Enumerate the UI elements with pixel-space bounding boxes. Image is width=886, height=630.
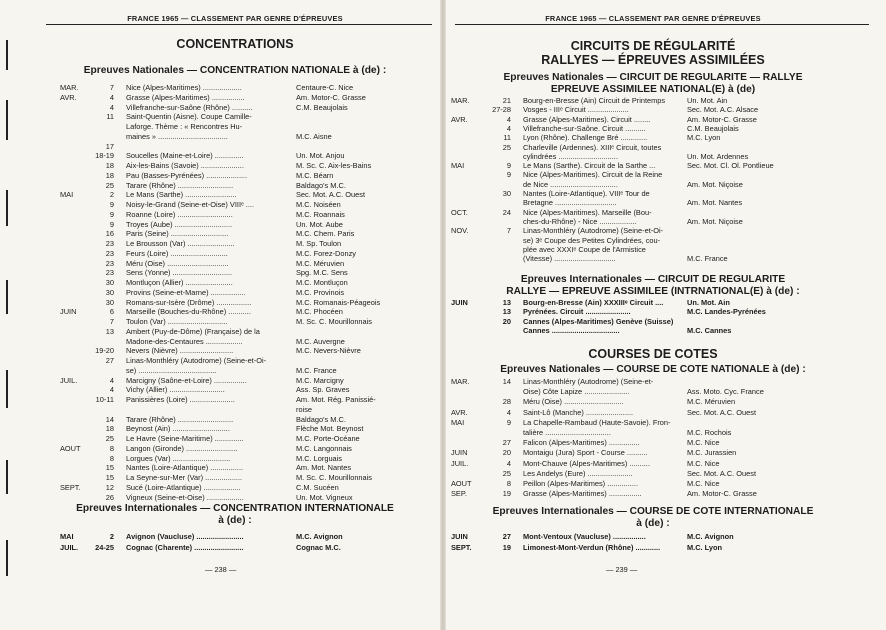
month-cell: SEPT.: [451, 543, 472, 552]
location-cell: se) 3ᵉ Coupe des Petites Cylindrées, cou-: [523, 236, 661, 245]
day-cell: 18: [105, 424, 114, 434]
organizer-cell: M.C. Porte-Océane: [296, 434, 360, 443]
location-cell: Lorgues (Var) ............................: [126, 454, 231, 463]
location-cell: Cannes .................................: [523, 326, 620, 335]
location-cell: Toulon (Var) .............................: [126, 318, 228, 326]
location-cell: Tarare (Rhône) ...........................: [126, 415, 234, 424]
organizer-cell: M.C. Phocéen: [296, 307, 343, 317]
organizer-cell: Am. Motor-C. Grasse: [687, 114, 757, 124]
organizer-cell: M.C. Béarn: [296, 170, 334, 180]
organizer-cell: M.C. Méruvien: [296, 258, 345, 268]
organizer-cell: M.C. Avignon: [296, 532, 343, 541]
location-cell: Oise) Côte Lapize ......................: [523, 388, 630, 397]
day-cell: 14: [502, 377, 511, 386]
location-cell: Méru (Oise) .............................: [523, 398, 624, 407]
section-heading-international: Epreuves Internationales — CONCENTRATION INTERNATIONALE: [76, 503, 394, 514]
location-cell: Feurs (Loire) ............................: [126, 249, 228, 258]
organizer-cell: Centaure-C. Nice: [296, 83, 354, 92]
section-heading-national: Epreuves Nationales — CONCENTRATION NATIONALE à (de) :: [83, 65, 387, 76]
month-cell: MAI: [451, 417, 465, 427]
month-cell: MAI: [60, 190, 74, 200]
month-cell: MAI: [60, 532, 74, 541]
organizer-cell: M.C. Montluçon: [296, 278, 348, 287]
location-cell: Beynost (Ain) ............................: [126, 425, 230, 434]
organizer-cell: M.C. Aisne: [296, 131, 332, 141]
day-cell: 17: [105, 141, 114, 151]
day-cell: 20: [502, 448, 511, 458]
location-cell: Provins (Seine-et-Marne) .................: [126, 288, 246, 297]
location-cell: de Nice .................................: [523, 180, 618, 189]
day-cell: 30: [105, 278, 114, 287]
location-cell: La Chapelle-Rambaud (Haute-Savoie). Fron-: [523, 418, 671, 427]
day-cell: 23: [105, 268, 114, 278]
day-cell: 11: [503, 133, 511, 143]
day-cell: 23: [105, 258, 114, 268]
day-cell: 13: [105, 326, 114, 336]
page-239: [443, 0, 886, 630]
location-cell: Ambert (Puy-de-Dôme) (Française) de la: [126, 327, 260, 336]
day-cell: 27: [105, 356, 114, 365]
page-title: CIRCUITS DE RÉGULARITÉ: [570, 39, 736, 53]
location-cell: plée avec XXXIᵉ Coupe de l'Armistice: [523, 245, 646, 254]
section-heading-international: Epreuves Internationales — CIRCUIT DE REGULARITE: [520, 274, 786, 285]
section-heading-cote-international-cont: à (de) :: [636, 518, 670, 529]
location-cell: Madone-des-Centaures ..................: [126, 337, 243, 346]
location-cell: Nice (Alpes-Maritimes). Circuit de la Reine: [523, 171, 663, 180]
organizer-cell: Flèche Mot. Beynost: [296, 424, 364, 434]
day-cell: 13: [502, 298, 511, 307]
organizer-cell: M.C. Landes-Pyrénées: [687, 307, 766, 317]
day-cell: 19-20: [95, 346, 114, 356]
day-cell: 4: [109, 375, 114, 385]
location-cell: Nice (Alpes-Maritimes). Marseille (Bou-: [523, 208, 652, 217]
day-cell: 9: [506, 417, 511, 427]
organizer-cell: C.M. Beaujolais: [296, 102, 348, 112]
location-cell: ches-du-Rhône) - Nice ..................: [523, 217, 637, 226]
location-cell: Nantes (Loire-Atlantique) ................: [126, 464, 244, 473]
month-cell: JUIL.: [60, 543, 79, 552]
organizer-cell: M.C. Langonnais: [296, 443, 352, 453]
organizer-cell: M.C. Lorguais: [296, 453, 343, 463]
month-cell: AVR.: [60, 92, 77, 102]
organizer-cell: Un. Mot. Ardennes: [687, 151, 749, 161]
day-cell: 7: [109, 83, 114, 92]
location-cell: La Seyne-sur-Mer (Var) ..................: [126, 474, 243, 482]
organizer-cell: M.C. Jurassien: [687, 448, 737, 458]
day-cell: 27-28: [492, 105, 511, 115]
day-cell: 19: [502, 543, 511, 552]
day-cell: 28: [502, 397, 511, 407]
section-heading-cote-international: Epreuves Internationales — COURSE DE COTE INTERNATIONALE: [492, 506, 814, 517]
location-cell: Le Mans (Sarthe) .........................: [126, 191, 237, 200]
day-cell: 15: [105, 473, 114, 482]
location-cell: Linas-Monthléry (Autodrome) (Seine-et-: [523, 378, 654, 386]
organizer-cell: Un. Mot. Vigneux: [296, 492, 353, 502]
organizer-cell: Sec. Mot. A.C. Alsace: [687, 105, 759, 115]
day-cell: 25: [105, 434, 114, 443]
day-cell: 16: [105, 229, 114, 239]
month-cell: AVR.: [451, 407, 468, 417]
location-cell: Montluçon (Allier) .......................: [126, 279, 233, 287]
organizer-cell: Am. Motor-C. Grasse: [687, 489, 757, 499]
day-cell: 7: [506, 226, 511, 236]
location-cell: Sucé (Loire-Atlantique) ..................: [126, 483, 241, 492]
location-cell: Montaigu (Jura) Sport - Course ..........: [523, 449, 648, 458]
organizer-cell: Ass. Sp. Graves: [296, 385, 350, 395]
month-cell: AVR.: [451, 114, 468, 124]
page-number: — 239 —: [606, 565, 638, 574]
location-cell: Troyes (Aube) ............................: [126, 220, 233, 229]
location-cell: Aix-les-Bains (Savoie) .....................: [126, 162, 244, 170]
organizer-cell: M. Sc. C. Aix-les-Bains: [296, 161, 372, 170]
section-heading-cote-national: Epreuves Nationales — COURSE DE COTE NATIONALE à (de) :: [500, 364, 806, 375]
month-cell: MAR.: [451, 96, 470, 105]
binding-marks: [0, 0, 14, 630]
month-cell: MAI: [451, 161, 465, 171]
organizer-cell: M. Sc. C. Mourillonnais: [296, 473, 372, 482]
page-title: CONCENTRATIONS: [176, 37, 294, 51]
organizer-cell: M.C. Chem. Paris: [296, 229, 355, 239]
location-cell: Mont-Chauve (Alpes-Maritimes) ..........: [523, 459, 650, 468]
location-cell: Peillon (Alpes-Maritimes) ...............: [523, 480, 638, 488]
day-cell: 7: [109, 317, 114, 326]
location-cell: Vigneux (Seine-et-Oise) ..................: [126, 493, 244, 502]
location-cell: Nevers (Nièvre) ..........................: [126, 347, 234, 356]
location-cell: Vichy (Allier) ...........................: [126, 386, 225, 395]
day-cell: 9: [109, 209, 114, 219]
day-cell: 8: [109, 443, 114, 453]
day-cell: 30: [105, 297, 114, 307]
location-cell: Marseille (Bouches-du-Rhône) ...........: [126, 308, 251, 317]
organizer-cell: M.C. Nice: [687, 458, 720, 468]
organizer-cell: Sec. Mot. A.C. Ouest: [687, 468, 757, 478]
location-cell: Bourg-en-Bresse (Ain) Circuit de Printemps: [523, 97, 666, 105]
location-cell: Linas-Monthléry (Autodrome) (Seine-et-Oi-: [126, 357, 267, 365]
location-cell: Noisy-le-Grand (Seine-et-Oise) VIIIᵉ ....: [126, 201, 255, 209]
month-cell: JUIL.: [451, 458, 469, 468]
header-rule: [46, 24, 432, 25]
organizer-cell: M. Sp. Toulon: [296, 239, 342, 248]
location-cell: Le Havre (Seine-Maritime) ..............: [126, 435, 244, 443]
organizer-cell: M.C. Méruvien: [687, 397, 736, 407]
location-cell: Marcigny (Saône-et-Loire) ................: [126, 376, 247, 385]
organizer-cell: C.M. Sucéen: [296, 482, 339, 492]
day-cell: 9: [109, 219, 114, 229]
organizer-cell: M.C. Provinois: [296, 287, 345, 297]
month-cell: JUIN: [451, 532, 468, 541]
month-cell: MAR.: [60, 83, 79, 92]
location-cell: Soucelles (Maine-et-Loire) ..............: [126, 152, 244, 161]
location-cell: Roanne (Loire) ...........................: [126, 210, 233, 219]
organizer-cell: M.C. Avignon: [687, 532, 734, 541]
day-cell: 9: [506, 170, 511, 180]
organizer-cell: Un. Mot. Ain: [687, 298, 730, 307]
organizer-cell: Cognac M.C.: [296, 543, 341, 552]
location-cell: Villefranche-sur-Saône. Circuit ..........: [523, 124, 646, 133]
location-cell: Les Andelys (Eure) ......................: [523, 469, 633, 478]
day-cell: 15: [105, 463, 114, 473]
day-cell: 14: [105, 414, 114, 424]
month-cell: OCT.: [451, 207, 468, 217]
organizer-cell: roise: [296, 404, 313, 414]
courses-de-cotes-title: COURSES DE COTES: [588, 347, 718, 361]
day-cell: 23: [105, 239, 114, 248]
location-cell: Le Mans (Sarthe). Circuit de la Sarthe ...: [523, 162, 656, 171]
organizer-cell: M.C. Romanais-Péageois: [296, 297, 381, 307]
location-cell: Cannes (Alpes-Maritimes) Genève (Suisse): [523, 317, 674, 326]
day-cell: 9: [506, 161, 511, 171]
organizer-cell: Baldago's M.C.: [296, 180, 346, 190]
month-cell: JUIN: [451, 448, 468, 458]
organizer-cell: M.C. Rochois: [687, 428, 732, 437]
month-cell: AOUT: [451, 479, 472, 488]
day-cell: 4: [109, 92, 114, 102]
location-cell: Limonest-Mont-Verdun (Rhône) ............: [523, 544, 661, 552]
organizer-cell: M.C. Cannes: [687, 325, 732, 335]
location-cell: Sens (Yonne) .............................: [126, 269, 233, 278]
day-cell: 4: [109, 102, 114, 112]
location-cell: Tarare (Rhône) ...........................: [126, 181, 234, 190]
organizer-cell: M.C. Forez-Donzy: [296, 248, 356, 258]
day-cell: 25: [502, 142, 511, 152]
location-cell: Le Brousson (Var) .......................: [126, 240, 235, 248]
location-cell: Romans-sur-Isère (Drôme) .................: [126, 298, 252, 307]
day-cell: 26: [105, 492, 114, 502]
day-cell: 18: [105, 170, 114, 180]
location-cell: se) ......................................: [126, 366, 217, 375]
day-cell: 19: [502, 489, 511, 499]
day-cell: 30: [105, 287, 114, 297]
location-cell: Grasse (Alpes-Maritimes) ................: [523, 490, 642, 499]
day-cell: 4: [506, 407, 511, 417]
day-cell: 18-19: [95, 151, 114, 161]
location-cell: cylindrées .............................: [523, 152, 618, 161]
location-cell: Avignon (Vaucluse) .......................: [126, 533, 244, 541]
organizer-cell: Un. Mot. Aube: [296, 219, 343, 229]
location-cell: Méru (Oise) ..............................: [126, 259, 229, 268]
day-cell: 13: [502, 307, 511, 317]
header-rule: [455, 24, 869, 25]
organizer-cell: M.C. Nevers-Nièvre: [296, 346, 361, 356]
organizer-cell: Un. Mot. Anjou: [296, 151, 345, 161]
day-cell: 4: [109, 385, 114, 395]
section-heading-international-cont: à (de) :: [218, 515, 252, 526]
location-cell: Pyrénées. Circuit ......................: [523, 308, 631, 317]
month-cell: SEPT.: [60, 482, 81, 492]
day-cell: 12: [105, 482, 114, 492]
month-cell: NOV.: [451, 226, 469, 236]
page-title-cont: RALLYES — ÉPREUVES ASSIMILÉES: [541, 53, 765, 67]
month-cell: JUIN: [451, 298, 468, 307]
location-cell: Bourg-en-Bresse (Ain) XXXIIIᵉ Circuit ....: [523, 299, 664, 307]
organizer-cell: Ass. Moto. Cyc. France: [687, 387, 764, 397]
organizer-cell: M.C. Marcigny: [296, 375, 344, 385]
running-head: FRANCE 1965 — CLASSEMENT PAR GENRE D'ÉPREUVES: [127, 14, 343, 23]
month-cell: SEP.: [451, 489, 467, 499]
month-cell: JUIL.: [60, 375, 78, 385]
location-cell: Lyon (Rhône). Challenge Bré .............: [523, 134, 648, 143]
location-cell: talière ................................: [523, 429, 611, 437]
day-cell: 6: [109, 307, 114, 317]
running-head: FRANCE 1965 — CLASSEMENT PAR GENRE D'ÉPREUVES: [545, 14, 761, 23]
day-cell: 30: [502, 189, 511, 198]
organizer-cell: Am. Mot. Rég. Panissié-: [296, 395, 376, 404]
organizer-cell: Am. Mot. Niçoise: [687, 179, 743, 189]
day-cell: 18: [105, 161, 114, 170]
day-cell: 4: [506, 458, 511, 468]
month-cell: AOUT: [60, 443, 81, 453]
location-cell: Cognac (Charente) ........................: [126, 544, 244, 552]
organizer-cell: Am. Mot. Nantes: [296, 463, 352, 473]
location-cell: maines » ..................................: [126, 132, 228, 141]
organizer-cell: Sec. Mot. Cl. Ol. Pontlieue: [687, 161, 774, 171]
location-cell: Nice (Alpes-Maritimes) ...................: [126, 84, 242, 92]
location-cell: Paris (Seine) ............................: [126, 230, 229, 239]
location-cell: Saint-Quentin (Aisne). Coupe Camille-: [126, 113, 252, 122]
location-cell: Nantes (Loire-Atlantique). VIIIᵉ Tour de: [523, 190, 650, 198]
day-cell: 2: [109, 190, 114, 200]
location-cell: Vosges - IIIᵉ Circuit ....................: [523, 106, 629, 115]
location-cell: (Vitesse) ..............................: [523, 255, 616, 264]
organizer-cell: Un. Mot. Ain: [687, 96, 728, 105]
location-cell: Grasse (Alpes-Maritimes) ................: [126, 93, 245, 102]
organizer-cell: M.C. Nice: [687, 438, 720, 448]
day-cell: 8: [506, 479, 511, 488]
location-cell: Grasse (Alpes-Maritimes). Circuit ........: [523, 115, 651, 124]
day-cell: 9: [109, 200, 114, 209]
day-cell: 4: [506, 114, 511, 124]
day-cell: 11: [106, 112, 114, 122]
section-heading-national-cont: EPREUVE ASSIMILEE NATIONAL(E) à (de): [550, 84, 756, 95]
day-cell: 21: [502, 96, 511, 105]
day-cell: 8: [109, 453, 114, 463]
organizer-cell: Sec. Mot. A.C. Ouest: [296, 190, 366, 200]
location-cell: Charleville (Ardennes). XIIIᵉ Circuit, toutes: [523, 143, 662, 152]
location-cell: Pau (Basses-Pyrénées) ....................: [126, 171, 248, 180]
section-heading-international-cont: RALLYE — EPREUVE ASSIMILEE (INTRNATIONAL(E) à (de) :: [506, 286, 800, 297]
organizer-cell: M.C. Lyon: [687, 543, 723, 552]
organizer-cell: M.C. Roannais: [296, 209, 345, 219]
organizer-cell: Sec. Mot. A.C. Ouest: [687, 407, 757, 417]
day-cell: 4: [506, 123, 511, 133]
location-cell: Panissières (Loire) ......................: [126, 396, 235, 404]
month-cell: MAR.: [451, 377, 470, 386]
organizer-cell: M.C. Noiséen: [296, 200, 341, 209]
location-cell: Villefranche-sur-Saône (Rhône) ..........: [126, 103, 253, 112]
location-cell: Falicon (Alpes-Maritimes) ...............: [523, 439, 640, 448]
location-cell: Mont-Ventoux (Vaucluse) ................: [523, 533, 646, 541]
organizer-cell: M.C. France: [296, 365, 337, 375]
location-cell: Saint-Lô (Manche) .......................: [523, 408, 634, 417]
day-cell: 20: [502, 316, 511, 326]
location-cell: Linas-Monthléry (Autodrome) (Seine-et-Oi-: [523, 227, 664, 236]
day-cell: 24: [502, 207, 511, 217]
location-cell: Laforge. Thème : « Rencontres Hu-: [126, 123, 243, 131]
day-cell: 23: [105, 248, 114, 258]
organizer-cell: M.C. Nice: [687, 479, 720, 488]
day-cell: 25: [502, 468, 511, 478]
day-cell: 10-11: [95, 395, 114, 404]
organizer-cell: Spg. M.C. Sens: [296, 268, 348, 278]
organizer-cell: M.C. Auvergne: [296, 336, 345, 346]
organizer-cell: M.C. Lyon: [687, 133, 721, 143]
day-cell: 27: [502, 532, 511, 541]
location-cell: Langon (Gironde) .........................: [126, 444, 238, 453]
day-cell: 27: [502, 438, 511, 448]
day-cell: 24-25: [95, 543, 114, 552]
month-cell: JUIN: [60, 307, 77, 317]
page-number: — 238 —: [205, 565, 237, 574]
organizer-cell: Am. Motor-C. Grasse: [296, 92, 366, 102]
location-cell: Bretagne ..............................: [523, 199, 617, 208]
organizer-cell: Am. Mot. Nantes: [687, 198, 743, 208]
organizer-cell: M.C. France: [687, 254, 728, 264]
organizer-cell: C.M. Beaujolais: [687, 123, 739, 133]
organizer-cell: Baldago's M.C.: [296, 414, 346, 424]
day-cell: 25: [105, 180, 114, 190]
section-heading-national: Epreuves Nationales — CIRCUIT DE REGULARITE — RALLYE: [503, 72, 803, 83]
organizer-cell: M. Sc. C. Mourillonnais: [296, 317, 372, 326]
organizer-cell: Am. Mot. Niçoise: [687, 216, 743, 226]
day-cell: 2: [109, 532, 114, 541]
